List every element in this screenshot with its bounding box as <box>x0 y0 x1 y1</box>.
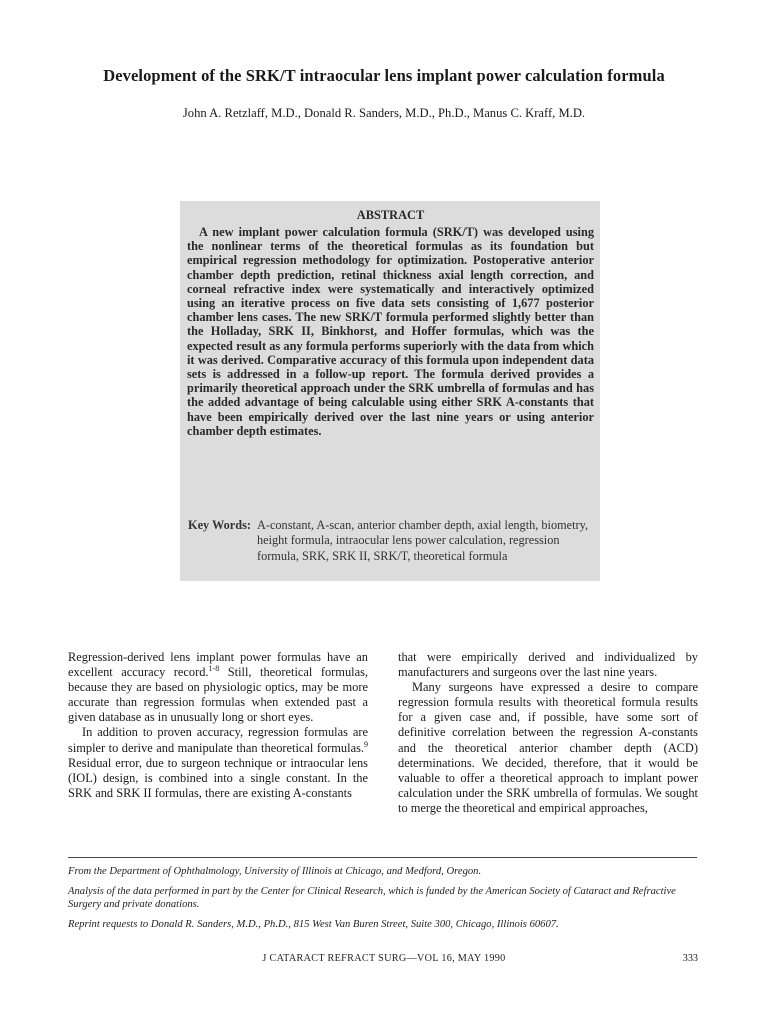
body-column-right <box>398 650 698 816</box>
keywords-label: Key Words: <box>188 518 251 532</box>
article-title: Development of the SRK/T intraocular lens implant power calculation formula <box>103 66 665 85</box>
abstract-box <box>180 201 600 581</box>
journal-citation: J CATARACT REFRACT SURG—VOL 16, MAY 1990 <box>262 953 506 964</box>
keywords <box>188 518 594 564</box>
footnote-affiliation: From the Department of Ophthalmology, University of Illinois at Chicago, and Medford, Oregon. <box>68 866 482 877</box>
page-number: 333 <box>682 953 698 964</box>
body-paragraph: Many surgeons have expressed a desire to compare regression formula results with theoretical formula results for a given case and, if possible, have some sort of definitive correlation between the regression A-constants and the theoretical anterior chamber depth (ACD) determinations. We decided, therefore, that it would be valuable to offer a theoretical approach to implant power calculation under the SRK umbrella of formulas. We sought to merge the theoretical and empirical approaches, <box>398 680 698 815</box>
footnotes <box>68 865 698 937</box>
body-paragraph <box>68 725 368 800</box>
body-text: Still, theoretical formulas, because they are based on physiologic optics, may be more accurate than regression formulas when extended past a given database as in unusually long or short eyes. <box>68 665 369 725</box>
body-paragraph: that were empirically derived and individualized by manufacturers and surgeons over the last nine years. <box>398 650 698 680</box>
abstract-heading: ABSTRACT <box>356 208 425 222</box>
reference-citation: 1-8 <box>208 663 220 673</box>
footnote-divider <box>68 857 697 858</box>
body-text: Regression-derived lens implant power formulas have an excellent accuracy record. <box>68 650 368 680</box>
footnote-funding: Analysis of the data performed in part by the Center for Clinical Research, which is funded by the American Society of Cataract and Refractive Surgery and private donations. <box>68 885 676 911</box>
body-text: In addition to proven accuracy, regression formulas are simpler to derive and manipulate than theoretical formulas. <box>68 725 368 755</box>
author-list: John A. Retzlaff, M.D., Donald R. Sanders, M.D., Ph.D., Manus C. Kraff, M.D. <box>182 106 586 120</box>
reference-citation: 9 <box>364 739 368 749</box>
footnote-reprint: Reprint requests to Donald R. Sanders, M.D., Ph.D., 815 West Van Buren Street, Suite 300, Chicago, Illinois 60607. <box>68 918 559 930</box>
body-text: Residual error, due to surgeon technique or intraocular lens (IOL) design, is combined into a single constant. In the SRK and SRK II formulas, there are existing A-constants <box>68 755 368 800</box>
keywords-text: A-constant, A-scan, anterior chamber depth, axial length, biometry, height formula, intraocular lens power calculation, regression formula, SRK, SRK II, SRK/T, theoretical formula <box>256 518 589 563</box>
abstract-text: A new implant power calculation formula (SRK/T) was developed using the nonlinear terms of the theoretical formulas as its foundation but empirical regression methodology for optimization. Postoperative anterior chamber depth prediction, retinal thickness axial length correction, and corneal refractive index were systematically and interactively optimized using an iterative process on five data sets consisting of 1,677 posterior chamber lens cases. The new SRK/T formula performed slightly better than the Holladay, SRK II, Binkhorst, and Hoffer formulas, which was the expected result as any formula performs superiorly with the data from which it was derived. Comparative accuracy of this formula upon independent data sets is addressed in a follow-up report. The formula derived provides a primarily theoretical approach under the SRK umbrella of formulas and has the added advantage of being calculable using either SRK A-constants that have been empirically derived over the last nine years or using anterior chamber depth estimates. <box>187 225 594 438</box>
body-column-left <box>68 650 368 801</box>
body-paragraph <box>68 650 368 725</box>
